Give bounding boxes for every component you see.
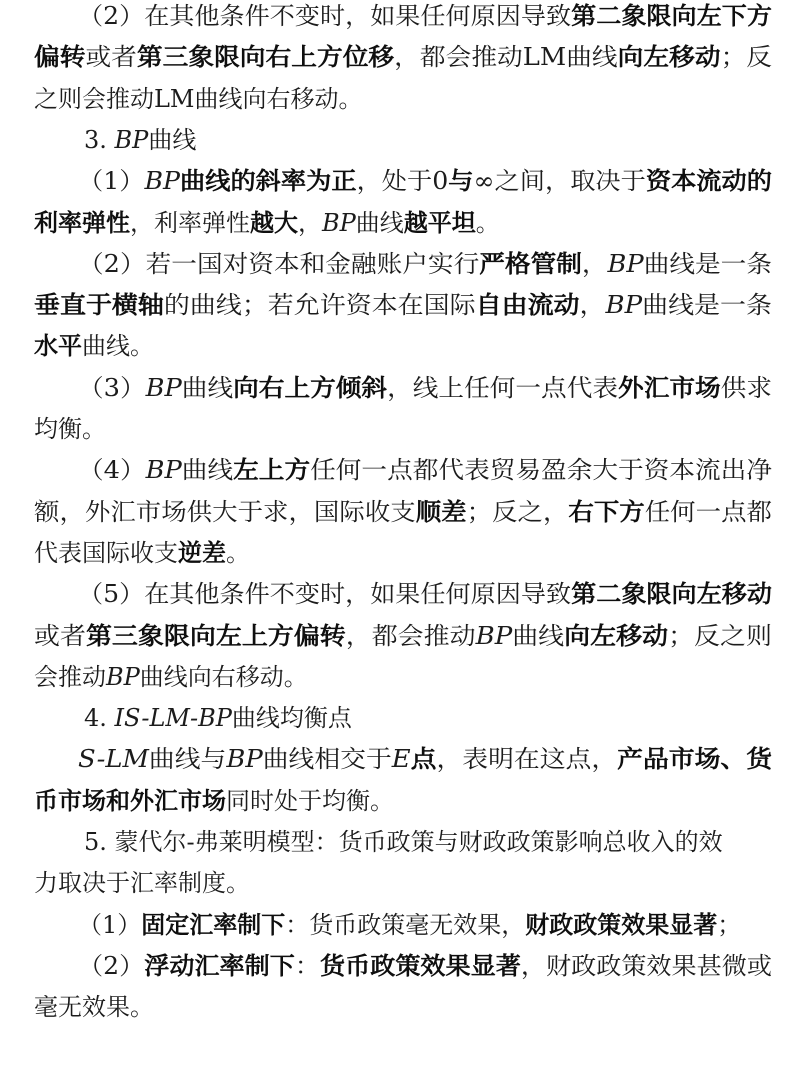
text-segment: 额，外汇市场供大于求，国际收支 bbox=[34, 498, 416, 526]
bold-text: 越大 bbox=[250, 209, 298, 237]
text-segment: ；反之则 bbox=[668, 622, 772, 650]
text-segment: 供求 bbox=[720, 374, 772, 402]
text-segment: 曲线 bbox=[181, 456, 234, 484]
text-segment: （4） bbox=[78, 456, 146, 484]
text-segment: ；反之， bbox=[466, 498, 569, 526]
text-segment: （1） bbox=[78, 167, 145, 195]
text-segment: （2）在其他条件不变时，如果任何原因导致 bbox=[78, 2, 572, 30]
italic-term: BP bbox=[106, 663, 140, 691]
text-segment: 曲线。 bbox=[82, 332, 154, 360]
bold-text: 财政政策效果显著 bbox=[525, 911, 718, 939]
text-segment: ；反 bbox=[720, 43, 773, 71]
text-segment: 或者 bbox=[85, 43, 137, 71]
text-line bbox=[34, 500, 772, 524]
bold-text: 浮动汇率制下 bbox=[144, 952, 295, 980]
italic-term: BP bbox=[144, 167, 181, 195]
text-line bbox=[34, 789, 394, 813]
text-segment: 5. 蒙代尔-弗莱明模型：货币政策与财政政策影响总收入的效 bbox=[84, 828, 723, 856]
text-segment: ， bbox=[298, 209, 322, 237]
bold-text: 自由流动 bbox=[475, 291, 580, 319]
text-segment: ，都会推动LM曲线 bbox=[394, 43, 618, 71]
italic-term: S-LM bbox=[78, 745, 149, 773]
text-segment: 曲线均衡点 bbox=[231, 704, 352, 732]
text-segment: （3） bbox=[78, 374, 146, 402]
italic-term: BP bbox=[475, 622, 513, 650]
text-segment: 曲线 bbox=[181, 374, 234, 402]
bold-text: 曲线的斜率为正 bbox=[180, 167, 357, 195]
text-segment: （2）若一国对资本和金融账户实行 bbox=[78, 250, 480, 278]
text-segment: 3. bbox=[84, 126, 115, 154]
text-segment: 毫无效果。 bbox=[34, 993, 154, 1021]
text-line bbox=[34, 334, 154, 358]
italic-term: BP bbox=[114, 126, 149, 154]
text-segment: ： bbox=[294, 952, 320, 980]
text-line bbox=[78, 376, 772, 400]
bold-text: 偏转 bbox=[34, 43, 86, 71]
text-segment: ，线上任何一点代表 bbox=[387, 374, 619, 402]
italic-term: BP bbox=[322, 209, 356, 237]
bold-text: 右下方 bbox=[568, 498, 645, 526]
bold-text: 向右上方倾斜 bbox=[233, 374, 388, 402]
bold-text: 向左移动 bbox=[617, 43, 721, 71]
bold-text: 与 bbox=[448, 167, 474, 195]
bold-text: 币市场和外汇市场 bbox=[34, 787, 226, 815]
text-segment: ，财政政策效果甚微或 bbox=[520, 952, 772, 980]
italic-term: BP bbox=[605, 291, 643, 319]
text-segment: ，表明在这点， bbox=[436, 745, 618, 773]
bold-text: 左上方 bbox=[233, 456, 311, 484]
text-segment: （1） bbox=[78, 911, 142, 939]
text-segment: 任何一点都代表贸易盈余大于资本流出净 bbox=[310, 456, 772, 484]
text-line bbox=[34, 624, 772, 648]
text-segment: ； bbox=[717, 911, 742, 939]
bold-text: 严格管制 bbox=[479, 250, 582, 278]
text-segment: 或者 bbox=[34, 622, 86, 650]
bold-text: 第三象限向左上方偏转 bbox=[85, 622, 346, 650]
text-segment: ∞之间，取决于 bbox=[473, 167, 646, 195]
text-line bbox=[78, 913, 741, 937]
text-segment: ，利率弹性 bbox=[130, 209, 250, 237]
text-segment: （5）在其他条件不变时，如果任何原因导致 bbox=[78, 580, 572, 608]
bold-text: 向左移动 bbox=[564, 622, 669, 650]
text-line bbox=[78, 4, 772, 28]
bold-text: 资本流动的 bbox=[645, 167, 772, 195]
text-segment: 会推动 bbox=[34, 663, 106, 691]
text-line bbox=[78, 747, 772, 771]
text-line bbox=[34, 871, 250, 895]
text-segment: 代表国际收支 bbox=[34, 539, 178, 567]
text-segment: 同时处于均衡。 bbox=[226, 787, 394, 815]
bold-text: 外汇市场 bbox=[618, 374, 721, 402]
text-segment: 曲线相交于 bbox=[262, 745, 392, 773]
text-segment: 。 bbox=[475, 209, 500, 237]
text-segment: 曲线与 bbox=[148, 745, 227, 773]
text-segment: 之则会推动LM曲线向右移动。 bbox=[34, 85, 363, 113]
section-heading bbox=[84, 128, 196, 152]
bold-text: 第二象限向左移动 bbox=[571, 580, 772, 608]
text-line bbox=[34, 541, 250, 565]
bold-text: 逆差 bbox=[178, 539, 226, 567]
text-segment: 曲线向右移动。 bbox=[139, 663, 308, 691]
text-segment: 力取决于汇率制度。 bbox=[34, 869, 250, 897]
text-line bbox=[34, 995, 154, 1019]
text-segment: ，处于0 bbox=[356, 167, 449, 195]
bold-text: 垂直于横轴 bbox=[34, 291, 164, 319]
text-segment: 任何一点都 bbox=[644, 498, 772, 526]
text-line bbox=[78, 252, 772, 276]
text-line bbox=[34, 87, 363, 111]
italic-term: BP bbox=[607, 250, 644, 278]
text-segment: 的曲线；若允许资本在国际 bbox=[163, 291, 476, 319]
text-line bbox=[78, 458, 772, 482]
bold-text: 顺差 bbox=[415, 498, 467, 526]
text-line bbox=[78, 169, 772, 193]
text-segment: 曲线 bbox=[148, 126, 197, 154]
text-line bbox=[34, 417, 106, 441]
text-segment: 曲线是一条 bbox=[643, 250, 772, 278]
bold-text: 货币政策效果显著 bbox=[319, 952, 521, 980]
bold-text: 利率弹性 bbox=[34, 209, 130, 237]
text-segment: 曲线是一条 bbox=[642, 291, 772, 319]
text-line bbox=[34, 665, 308, 689]
bold-text: 水平 bbox=[34, 332, 82, 360]
italic-term: IS-LM-BP bbox=[114, 704, 232, 732]
text-segment: 。 bbox=[226, 539, 250, 567]
italic-term: E bbox=[391, 745, 411, 773]
text-line bbox=[34, 293, 772, 317]
bold-text: 第二象限向左下方 bbox=[571, 2, 772, 30]
text-line bbox=[34, 211, 500, 235]
text-segment: ，都会推动 bbox=[345, 622, 476, 650]
text-segment: ， bbox=[581, 250, 608, 278]
italic-term: BP bbox=[145, 456, 182, 484]
bold-text: 点 bbox=[410, 745, 437, 773]
text-segment: 曲线 bbox=[512, 622, 565, 650]
text-segment: 均衡。 bbox=[34, 415, 106, 443]
bold-text: 越平坦 bbox=[403, 209, 476, 237]
bold-text: 固定汇率制下 bbox=[141, 911, 286, 939]
text-segment: 曲线 bbox=[355, 209, 404, 237]
text-segment: ：货币政策毫无效果， bbox=[285, 911, 526, 939]
italic-term: BP bbox=[226, 745, 263, 773]
text-line bbox=[78, 582, 772, 606]
section-heading bbox=[84, 830, 723, 854]
text-segment: ， bbox=[579, 291, 606, 319]
text-line bbox=[34, 45, 772, 69]
section-heading bbox=[84, 706, 352, 730]
italic-term: BP bbox=[145, 374, 182, 402]
text-segment: 4. bbox=[84, 704, 115, 732]
bold-text: 产品市场、货 bbox=[617, 745, 772, 773]
bold-text: 第三象限向右上方位移 bbox=[136, 43, 395, 71]
text-segment: （2） bbox=[78, 952, 145, 980]
text-line bbox=[78, 954, 772, 978]
